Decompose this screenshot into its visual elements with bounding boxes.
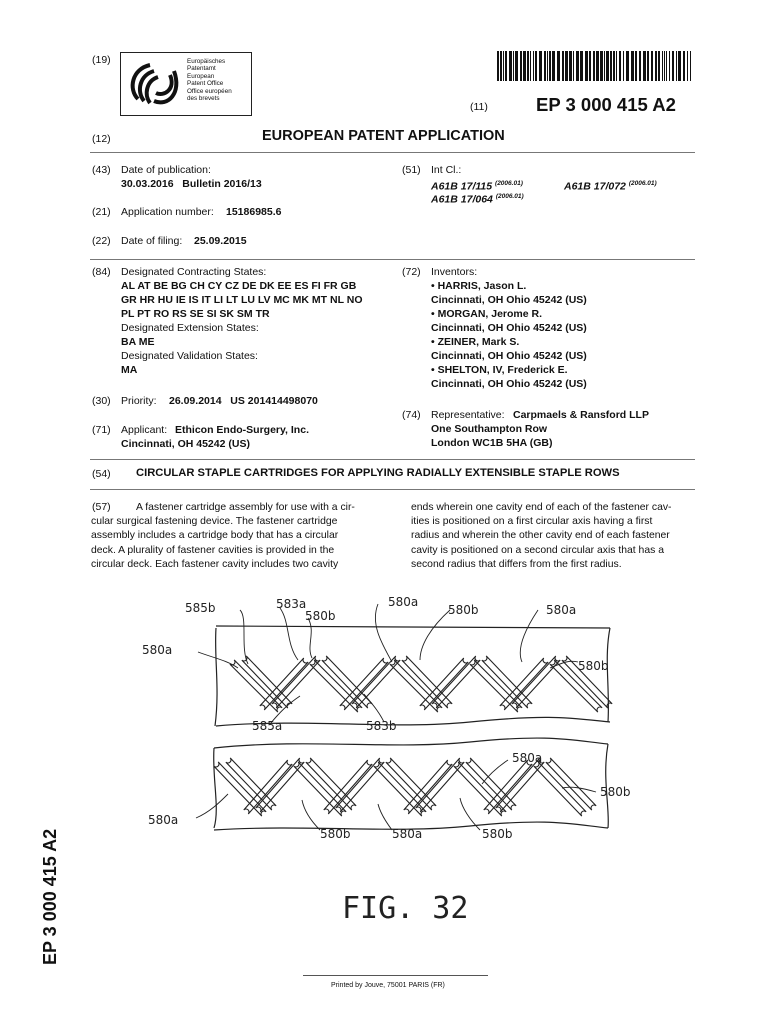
inventor-name: ZEINER, Mark S. [437,336,520,348]
priority-value: 26.09.2014 US 201414498070 [169,395,318,407]
fastener-cavity [256,758,305,812]
inventor-address: Cincinnati, OH Ohio 45242 (US) [431,350,587,362]
inventor-address: Cincinnati, OH Ohio 45242 (US) [431,378,587,390]
rep-name: Carpmaels & Ransford LLP [513,409,649,421]
barcode-bar [585,51,588,81]
inventor-name: MORGAN, Jerome R. [437,308,543,320]
barcode-bar [669,51,670,81]
fastener-cavity [420,658,468,710]
fastener-cavity [242,656,292,708]
barcode-bar [662,51,663,81]
pub-date-value: 30.03.2016 Bulletin 2016/13 [121,178,262,190]
intcl-version: (2006.01) [628,180,657,187]
inid-19: (19) [92,54,111,66]
barcode-bar [600,51,603,81]
fastener-cavity [402,656,452,708]
intcl-class: A61B 17/115 [431,180,493,193]
figure-caption: FIG. 32 [342,891,469,926]
epo-logo [120,52,252,116]
barcode-bar [509,51,512,81]
barcode-bar [690,51,691,81]
ref-label: 580b [305,609,336,623]
barcode-bar [515,51,518,81]
side-publication-number: EP 3 000 415 A2 [40,828,60,965]
invention-title: CIRCULAR STAPLE CARTRIDGES FOR APPLYING RADIALLY EXTENSIBLE STAPLE ROWS [136,467,620,479]
ref-label: 580a [148,813,179,827]
publication-number: EP 3 000 415 A2 [536,94,676,115]
ref-label: 583b [366,719,397,733]
office-line: Office européen [187,87,232,95]
office-line: des brevets [187,95,220,103]
barcode-bar [500,51,502,81]
ref-label: 580a [392,827,423,841]
states-line: GR HR HU IE IS IT LI LT LU LV MC MK MT NL NO [121,294,363,306]
applicant-address: Cincinnati, OH 45242 (US) [121,438,250,450]
barcode-bar [613,51,615,81]
barcode-bar [635,51,637,81]
ref-label: 580a [142,643,173,657]
rep-address: London WC1B 5HA (GB) [431,437,553,449]
ref-label: 580a [388,595,419,609]
bullet-icon: • [431,280,438,292]
intcl-label: Int Cl.: [431,164,462,176]
deck-edge-line [216,626,610,628]
inventor-address: Cincinnati, OH Ohio 45242 (US) [431,322,587,334]
office-line: Patentamt [187,65,216,73]
applicant-label: Applicant: [121,424,168,436]
barcode-bar [593,51,595,81]
barcode-bar [557,51,560,81]
inid-51: (51) [402,164,421,176]
strip-left-edge [214,748,217,828]
inid-57: (57) [92,501,111,513]
barcode-bar [606,51,609,81]
barcode [497,51,693,81]
ref-label: 580a [546,603,577,617]
barcode-bar [533,51,534,81]
office-name [187,58,249,102]
barcode-bar [616,51,617,81]
inventor-address: Cincinnati, OH Ohio 45242 (US) [431,294,587,306]
fastener-cavity [340,658,388,710]
pub-date-label: Date of publication: [121,164,211,176]
barcode-bar [639,51,641,81]
fastener-cavity [272,656,320,708]
ref-label: 580a [512,751,543,765]
abstract-line: cavity is positioned on a second circular axis that has a [411,544,664,556]
abstract-right [411,501,696,572]
inid-21: (21) [92,206,111,218]
filing-label: Date of filing: [121,235,183,247]
priority-label: Priority: [121,395,157,407]
fastener-cavity [432,656,480,708]
designated-states [121,265,391,377]
barcode-bar [505,51,507,81]
abstract-line: deck. A plurality of fastener cavities is provided in the [91,544,335,556]
footer-rule [303,975,488,976]
bullet-icon: • [431,336,438,348]
fastener-cavity [294,762,346,816]
abstract-line: radius and wherein the other cavity end of each fastener [411,530,670,542]
bullet-icon: • [431,308,438,320]
barcode-bar [544,51,546,81]
fastener-cavity [374,762,426,816]
barcode-bar [562,51,564,81]
ref-label: 580b [578,659,609,673]
ext-value: BA ME [121,336,155,348]
val-label: Designated Validation States: [121,350,258,362]
divider [90,489,695,490]
printer-note: Printed by Jouve, 75001 PARIS (FR) [331,982,445,989]
barcode-bar [610,51,612,81]
barcode-bar [527,51,529,81]
intcl-class: A61B 17/072 [564,180,626,193]
intcl-entry [564,177,657,194]
inventor-name: HARRIS, Jason L. [437,280,527,292]
barcode-bar [643,51,646,81]
barcode-bar [569,51,572,81]
abstract-line: assembly includes a cartridge body that has a circular [91,530,339,542]
inid-30: (30) [92,395,111,407]
inventor-item [431,363,691,377]
barcode-bar [596,51,599,81]
abstract-line: ities is positioned on a first circular axis having a first [411,516,653,528]
inid-72: (72) [402,266,421,278]
inventor-name: SHELTON, IV, Frederick E. [437,364,568,376]
ext-label: Designated Extension States: [121,322,259,334]
barcode-bar [573,51,574,81]
barcode-bar [619,51,621,81]
abstract-line: ends wherein one cavity end of each of the fastener cav- [411,502,672,513]
val-value: MA [121,364,138,376]
barcode-bar [666,51,667,81]
epo-emblem-icon [124,55,184,113]
barcode-bar [647,51,649,81]
abstract-line: A fastener cartridge assembly for use with a cir- [136,502,355,513]
inid-74: (74) [402,409,421,421]
fastener-cavity [534,762,586,816]
inventors-label: Inventors: [431,266,478,278]
strip-top-edge [214,738,608,748]
barcode-bar [565,51,568,81]
fastener-cavity [336,758,385,812]
strip-left-edge [215,628,217,726]
fastener-cavity [482,656,532,708]
rep-address: One Southampton Row [431,423,548,435]
rep-label: Representative: [431,409,505,421]
divider [90,259,695,260]
ref-label: 580b [482,827,513,841]
barcode-bar [523,51,526,81]
states-line: AL AT BE BG CH CY CZ DE DK EE ES FI FR GB [121,280,357,292]
applicant-name: Ethicon Endo-Surgery, Inc. [175,424,309,436]
intcl-version: (2006.01) [495,180,523,187]
ref-label: 580b [320,827,351,841]
barcode-bar [604,51,605,81]
ref-label: 585a [252,719,283,733]
inid-43: (43) [92,164,111,176]
divider [90,152,695,153]
barcode-bar [683,51,685,81]
barcode-bar [678,51,681,81]
fastener-cavity [454,762,506,816]
barcode-bar [687,51,688,81]
fastener-cavity [512,656,560,708]
fastener-cavity [416,758,465,812]
fastener-cavity [496,758,545,812]
ref-label: 580b [600,785,631,799]
office-line: Europäisches [187,58,226,65]
barcode-bar [623,51,624,81]
barcode-bar [672,51,674,81]
inid-22: (22) [92,235,111,247]
barcode-bar [655,51,657,81]
barcode-bar [547,51,548,81]
fastener-cavity [260,658,308,710]
inventors-list [431,279,691,391]
barcode-bar [651,51,653,81]
barcode-bar [549,51,551,81]
barcode-bar [513,51,514,81]
inid-71: (71) [92,424,111,436]
ref-label: 583a [276,597,307,611]
barcode-bar [530,51,531,81]
barcode-bar [520,51,522,81]
barcode-bar [664,51,665,81]
app-no-value: 15186985.6 [226,206,282,218]
barcode-bar [658,51,660,81]
abstract-line: cular surgical fastening device. The fastener cartridge [91,516,338,528]
abstract-line: circular deck. Each fastener cavity includes two cavity [91,558,339,570]
intcl-version: (2006.01) [495,193,524,200]
barcode-bar [539,51,542,81]
barcode-bar [552,51,555,81]
states-line: PL PT RO RS SE SI SK SM TR [121,308,270,320]
barcode-bar [497,51,499,81]
inventor-item [431,335,691,349]
abstract-line: second radius that differs from the first radius. [411,558,622,570]
ref-label: 580b [448,603,479,617]
bullet-icon: • [431,364,438,376]
inid-54: (54) [92,468,111,480]
inid-11: (11) [470,101,488,113]
inventor-item [431,307,691,321]
inventor-item [431,279,691,293]
document-type: EUROPEAN PATENT APPLICATION [262,128,505,144]
office-line: European [187,72,215,80]
fastener-cavity [500,658,548,710]
barcode-bar [580,51,583,81]
fastener-cavity [214,762,266,816]
barcode-bar [631,51,634,81]
barcode-bar [676,51,677,81]
filing-value: 25.09.2015 [194,235,247,247]
barcode-bar [535,51,537,81]
inid-84: (84) [92,266,111,278]
fastener-cavity [322,656,372,708]
figure-32-drawing [130,588,660,928]
barcode-bar [589,51,591,81]
barcode-bar [626,51,629,81]
fastener-cavity [546,758,596,810]
abstract-left [91,501,376,572]
intcl-class: A61B 17/064 [431,193,493,206]
barcode-bar [503,51,504,81]
inid-12: (12) [92,133,111,145]
states-label: Designated Contracting States: [121,266,267,278]
intcl-entry [431,190,524,207]
app-no-label: Application number: [121,206,214,218]
ref-label: 585b [185,601,216,615]
divider [90,459,695,460]
barcode-bar [576,51,579,81]
office-line: Patent Office [187,80,224,88]
fastener-cavity [352,656,400,708]
